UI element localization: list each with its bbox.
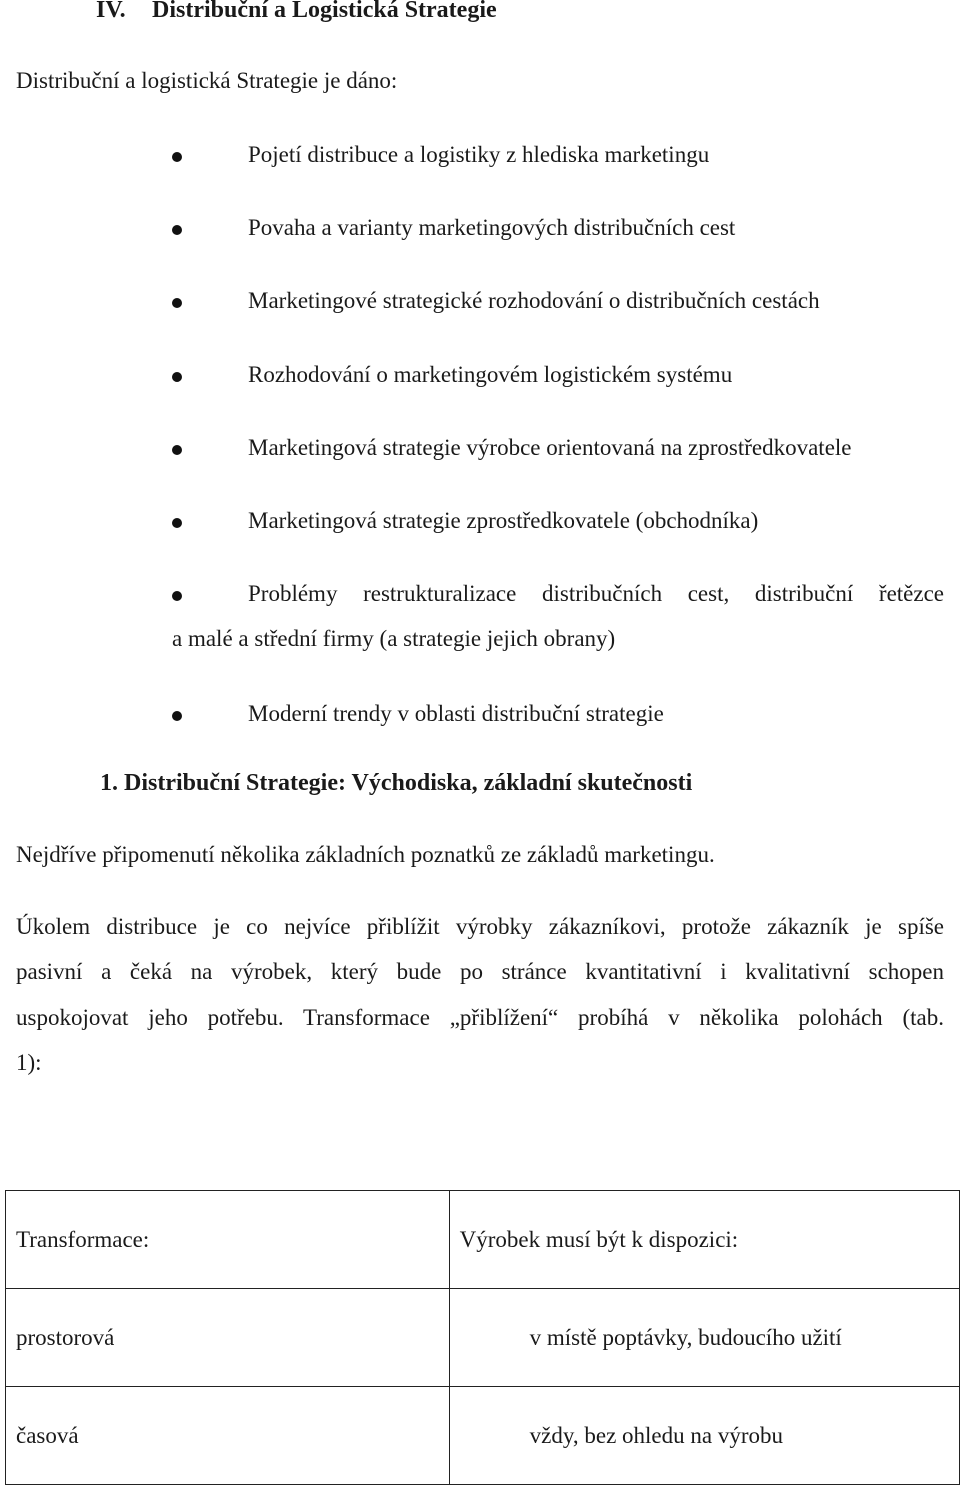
- paragraph: Nejdříve připomenutí několika základních poznatků ze základů marketingu.: [16, 842, 715, 867]
- paragraph-line: 1):: [16, 1050, 42, 1075]
- table-row: [6, 1387, 960, 1485]
- bullet-icon: [172, 298, 182, 308]
- list-item-continuation: a malé a střední firmy (a strategie jejich obrany): [172, 626, 616, 651]
- chapter-title: Distribuční a Logistická Strategie: [152, 0, 497, 23]
- list-item: Marketingové strategické rozhodování o distribučních cestách: [248, 288, 820, 313]
- paragraph-line: Úkolem distribuce je co nejvíce přiblížit výrobky zákazníkovi, protože zákazník je spíše: [16, 914, 944, 939]
- table-header-cell: Výrobek musí být k dispozici:: [449, 1191, 959, 1289]
- transformation-table: [5, 1190, 960, 1485]
- bullet-icon: [172, 445, 182, 455]
- bullet-icon: [172, 225, 182, 235]
- table-cell: vždy, bez ohledu na výrobu: [449, 1387, 959, 1485]
- list-item: Pojetí distribuce a logistiky z hlediska marketingu: [248, 142, 710, 167]
- table-header-cell: Transformace:: [6, 1191, 450, 1289]
- list-item: Marketingová strategie výrobce orientovaná na zprostředkovatele: [248, 435, 852, 460]
- list-item: Povaha a varianty marketingových distribučních cest: [248, 215, 736, 240]
- bullet-icon: [172, 152, 182, 162]
- chapter-number: IV.: [96, 0, 126, 23]
- list-item: Moderní trendy v oblasti distribuční strategie: [248, 701, 664, 726]
- table-cell: v místě poptávky, budoucího užití: [449, 1289, 959, 1387]
- list-item: Problémy restrukturalizace distribučních cest, distribuční řetězce: [248, 581, 944, 606]
- list-item: Rozhodování o marketingovém logistickém systému: [248, 362, 733, 387]
- bullet-icon: [172, 711, 182, 721]
- list-item: Marketingová strategie zprostředkovatele (obchodníka): [248, 508, 759, 533]
- paragraph-line: uspokojovat jeho potřebu. Transformace „přiblížení“ probíhá v několika polohách (tab.: [16, 1005, 944, 1030]
- section-heading: 1. Distribuční Strategie: Východiska, základní skutečnosti: [100, 770, 693, 796]
- paragraph-line: pasivní a čeká na výrobek, který bude po stránce kvantitativní i kvalitativní schopen: [16, 959, 944, 984]
- table-cell: prostorová: [6, 1289, 450, 1387]
- table-cell: časová: [6, 1387, 450, 1485]
- bullet-icon: [172, 518, 182, 528]
- chapter-heading: [96, 0, 497, 24]
- bullet-icon: [172, 372, 182, 382]
- table-header-row: [6, 1191, 960, 1289]
- bullet-icon: [172, 591, 182, 601]
- intro-text: Distribuční a logistická Strategie je dáno:: [16, 68, 398, 93]
- table-row: [6, 1289, 960, 1387]
